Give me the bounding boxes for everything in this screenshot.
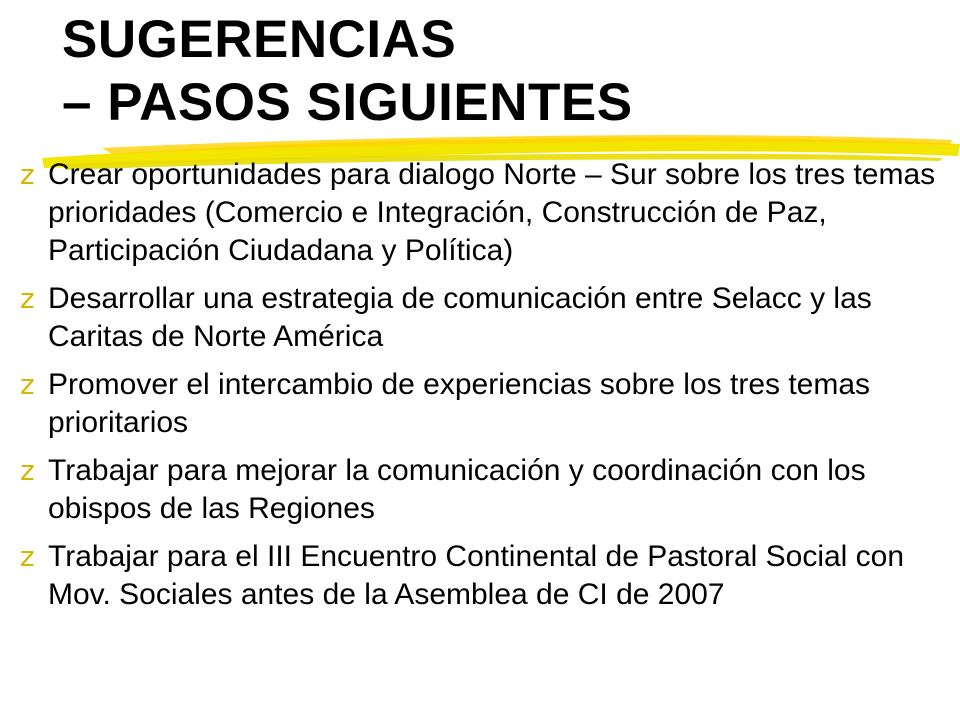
bullet-marker-icon: z [20,368,35,401]
bullet-marker-icon: z [20,282,35,315]
bullet-text: Trabajar para mejorar la comunicación y coordinación con los obispos de las Regiones [48,454,866,525]
bullet-item [20,156,950,270]
bullet-marker-icon: z [20,540,35,573]
title-line-1: SUGERENCIAS [62,10,457,69]
bullet-text: Crear oportunidades para dialogo Norte – Sur sobre los tres temas prioridades (Comercio e Integración, Construcción de Paz, Participación Ciudadana y Política) [48,158,936,267]
bullet-item [20,366,950,442]
bullet-item [20,452,950,528]
bullet-text: Desarrollar una estrategia de comunicación entre Selacc y las Caritas de Norte América [48,282,872,353]
bullet-item [20,280,950,356]
bullet-list [20,156,950,624]
bullet-text: Promover el intercambio de experiencias sobre los tres temas prioritarios [48,368,871,439]
title-line-2: – PASOS SIGUIENTES [62,73,633,132]
bullet-marker-icon: z [20,158,35,191]
slide-title [62,8,633,134]
bullet-marker-icon: z [20,454,35,487]
bullet-text: Trabajar para el III Encuentro Continental de Pastoral Social con Mov. Sociales antes de la Asemblea de CI de 2007 [48,540,905,611]
bullet-item [20,538,950,614]
